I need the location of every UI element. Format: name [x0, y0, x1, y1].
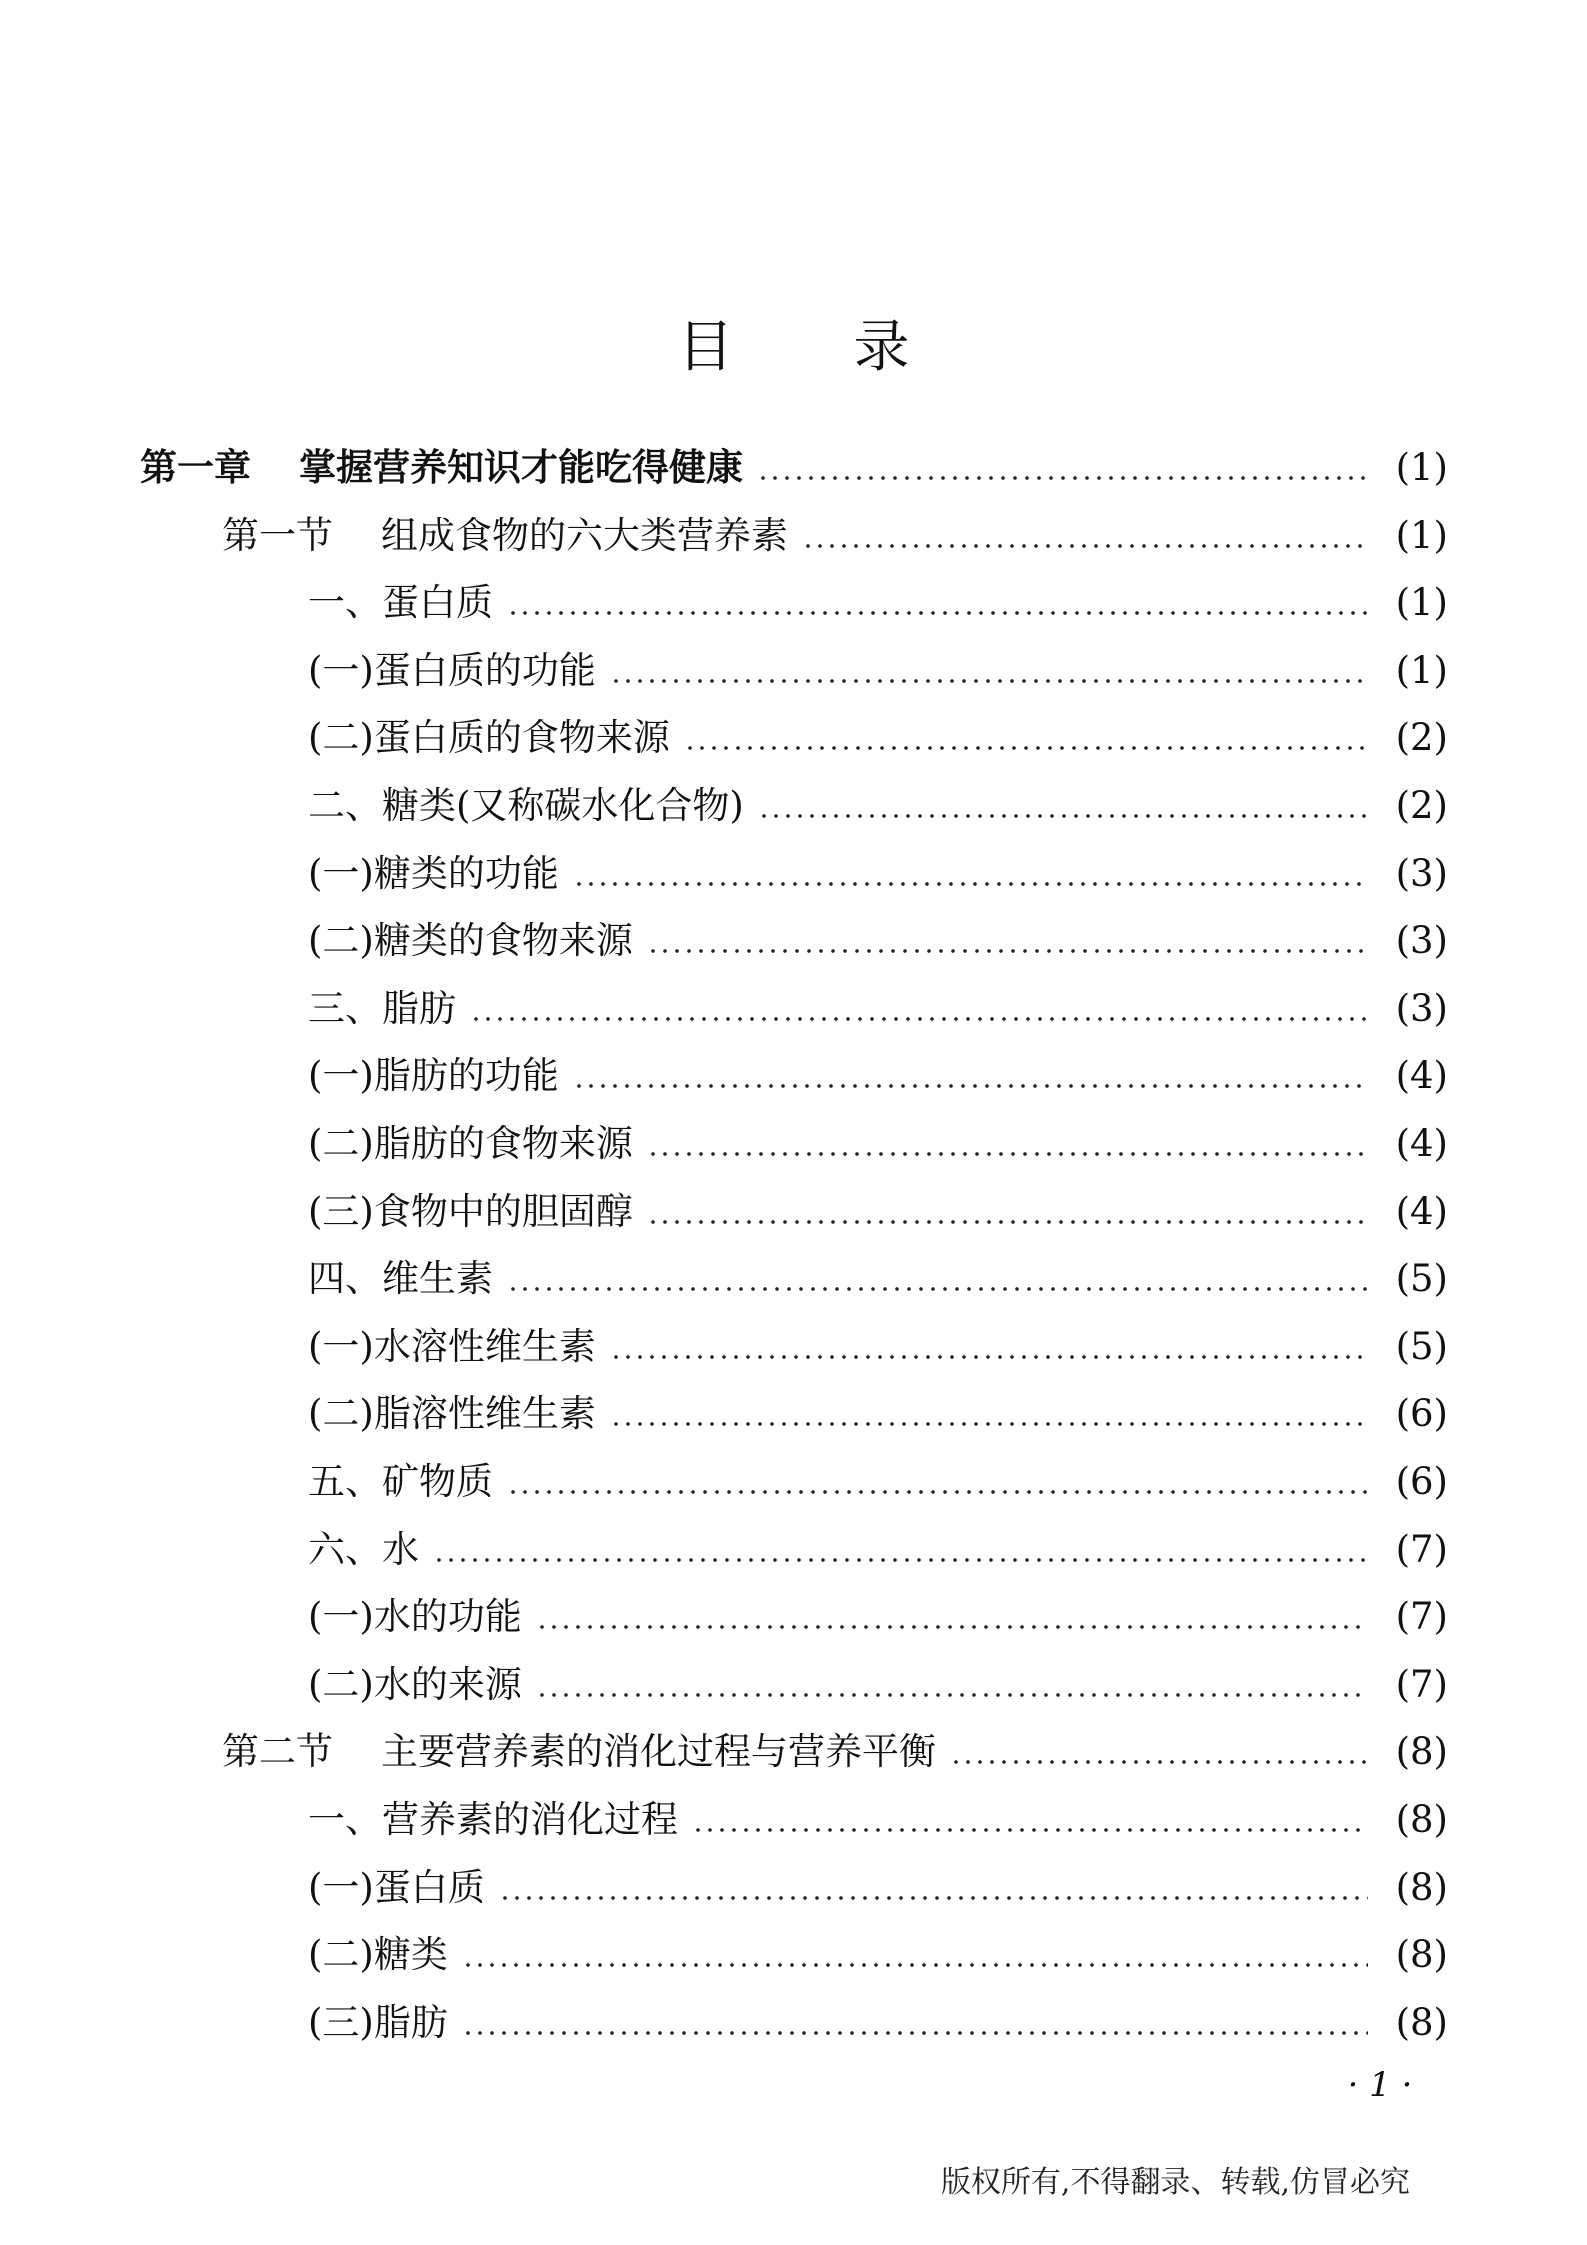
toc-entry[interactable]: [0, 1182, 1448, 1242]
toc-entry[interactable]: [0, 1790, 1448, 1850]
toc-entry-title: (一)水的功能: [308, 1595, 522, 1639]
toc-entry[interactable]: [0, 573, 1448, 633]
toc-dot-leader: [573, 1046, 1368, 1106]
toc-entry[interactable]: [0, 1858, 1448, 1918]
toc-dot-leader: [433, 1520, 1368, 1580]
toc-entry-title: (二)蛋白质的食物来源: [308, 716, 670, 760]
toc-entry-label: [308, 641, 596, 701]
toc-entry-label: [308, 1249, 493, 1309]
toc-entry-page: (3): [1395, 851, 1448, 895]
toc-entry-label: [308, 1046, 559, 1106]
toc-entry[interactable]: [0, 708, 1448, 768]
toc-entry-label: [308, 1925, 448, 1985]
title-part-1: 目: [677, 315, 734, 380]
toc-entry-page: (8): [1395, 2000, 1448, 2044]
toc-entry-title: (一)蛋白质: [308, 1865, 485, 1909]
toc-entry-page: (8): [1395, 1933, 1448, 1977]
toc-entry[interactable]: [0, 1993, 1448, 2053]
page-number: · 1 ·: [1347, 2065, 1413, 2105]
toc-entry-title: 一、营养素的消化过程: [308, 1798, 678, 1841]
toc-entry-page: (3): [1395, 919, 1448, 963]
toc-entry-label: [308, 1114, 633, 1174]
toc-entry-page: (5): [1395, 1257, 1448, 1301]
toc-dot-leader: [647, 1114, 1368, 1174]
toc-entry-title: 五、矿物质: [308, 1460, 493, 1503]
toc-entry-title: 组成食物的六大类营养素: [381, 513, 788, 557]
toc-entry-label: [308, 1384, 596, 1444]
toc-entry-page: (1): [1395, 513, 1448, 557]
toc-entry[interactable]: [0, 1722, 1448, 1782]
toc-entry-page: (6): [1395, 1392, 1448, 1436]
toc-entry-number: 第一章: [140, 446, 251, 489]
toc-dot-leader: [647, 1182, 1368, 1242]
toc-entry-title: 一、蛋白质: [308, 581, 493, 625]
toc-entry-title: 掌握营养知识才能吃得健康: [299, 446, 743, 489]
toc-entry[interactable]: [0, 1249, 1448, 1309]
toc-entry-page: (5): [1395, 1324, 1448, 1368]
toc-entry-title: (二)糖类: [308, 1933, 448, 1977]
toc-entry-label: [308, 1317, 596, 1377]
toc-dot-leader: [536, 1587, 1368, 1647]
toc-entry[interactable]: [0, 1520, 1448, 1580]
toc-entry-label: [308, 979, 456, 1039]
toc-entry-label: [308, 1587, 522, 1647]
toc-entry-label: [308, 776, 744, 836]
toc-entry-title: (一)糖类的功能: [308, 851, 559, 895]
toc-dot-leader: [470, 979, 1368, 1039]
toc-entry-title: (二)糖类的食物来源: [308, 919, 633, 963]
toc-dot-leader: [536, 1655, 1368, 1715]
toc-dot-leader: [610, 641, 1368, 701]
toc-entry-label: [308, 1858, 485, 1918]
toc-entry-page: (3): [1395, 986, 1448, 1030]
toc-entry-label: [308, 1452, 493, 1512]
toc-entry[interactable]: [0, 979, 1448, 1039]
toc-entry-page: (8): [1395, 1798, 1448, 1841]
toc-dot-leader: [757, 438, 1368, 498]
toc-entry-label: [308, 1520, 419, 1580]
toc-entry-label: [308, 1993, 448, 2053]
toc-entry-title: (二)水的来源: [308, 1662, 522, 1706]
toc-entry-title: (一)脂肪的功能: [308, 1054, 559, 1098]
toc-entry-title: (二)脂肪的食物来源: [308, 1122, 633, 1165]
toc-dot-leader: [950, 1722, 1368, 1782]
toc-entry[interactable]: [0, 844, 1448, 904]
toc-entry-label: [140, 438, 743, 498]
toc-entry-page: (1): [1395, 581, 1448, 625]
toc-entry-label: [308, 1182, 633, 1242]
toc-dot-leader: [507, 1249, 1368, 1309]
toc-dot-leader: [610, 1384, 1368, 1444]
toc-entry[interactable]: [0, 911, 1448, 971]
toc-dot-leader: [507, 1452, 1368, 1512]
toc-entry-label: [308, 708, 670, 768]
toc-dot-leader: [758, 776, 1368, 836]
toc-entry-label: [308, 1655, 522, 1715]
toc-entry[interactable]: [0, 506, 1448, 566]
toc-entry-page: (1): [1395, 446, 1448, 489]
toc-entry-title: 六、水: [308, 1527, 419, 1571]
toc-entry-title: (三)食物中的胆固醇: [308, 1189, 633, 1233]
toc-entry-label: [308, 844, 559, 904]
toc-entry-page: (7): [1395, 1527, 1448, 1571]
toc-dot-leader: [573, 844, 1368, 904]
toc-entry-label: [308, 911, 633, 971]
toc-entry[interactable]: [0, 1046, 1448, 1106]
toc-entry-page: (7): [1395, 1662, 1448, 1706]
copyright-notice: 版权所有,不得翻录、转载,仿冒必究: [940, 2165, 1410, 2200]
toc-entry-page: (6): [1395, 1460, 1448, 1503]
toc-entry-label: [222, 1722, 936, 1782]
toc-entry-number: 第一节: [222, 513, 333, 557]
toc-entry[interactable]: [0, 776, 1448, 836]
toc-entry-title: (一)蛋白质的功能: [308, 648, 596, 692]
toc-entry-number: 第二节: [222, 1730, 333, 1774]
toc-dot-leader: [462, 1925, 1368, 1985]
toc-entry-page: (8): [1395, 1730, 1448, 1774]
toc-entry[interactable]: [0, 1114, 1448, 1174]
toc-entry-title: (一)水溶性维生素: [308, 1324, 596, 1368]
toc-entry[interactable]: [0, 1452, 1448, 1512]
toc-dot-leader: [647, 911, 1368, 971]
toc-entry-page: (7): [1395, 1595, 1448, 1639]
toc-entry-page: (4): [1395, 1189, 1448, 1233]
toc-entry-label: [308, 1790, 678, 1850]
toc-entry-page: (2): [1395, 784, 1448, 827]
toc-entry[interactable]: [0, 438, 1448, 498]
toc-entry[interactable]: [0, 1317, 1448, 1377]
toc-entry-page: (1): [1395, 648, 1448, 692]
toc-entry-title: 主要营养素的消化过程与营养平衡: [381, 1730, 936, 1774]
toc-entry[interactable]: [0, 1384, 1448, 1444]
toc-entry-title: (三)脂肪: [308, 2000, 448, 2044]
toc-dot-leader: [692, 1790, 1368, 1850]
toc-entry[interactable]: [0, 1925, 1448, 1985]
toc-entry-page: (8): [1395, 1865, 1448, 1909]
toc-entry[interactable]: [0, 1655, 1448, 1715]
page-title: [0, 308, 1587, 388]
toc-entry-title: 四、维生素: [308, 1257, 493, 1301]
toc-entry-label: [222, 506, 788, 566]
toc-entry-label: [308, 573, 493, 633]
toc-entry-page: (4): [1395, 1122, 1448, 1165]
toc-entry-title: 二、糖类(又称碳水化合物): [308, 784, 744, 827]
toc-dot-leader: [684, 708, 1368, 768]
toc-entry-page: (4): [1395, 1054, 1448, 1098]
toc-entry[interactable]: [0, 641, 1448, 701]
toc-dot-leader: [802, 506, 1368, 566]
toc-dot-leader: [462, 1993, 1368, 2053]
toc-entry-title: (二)脂溶性维生素: [308, 1392, 596, 1436]
toc-entry-title: 三、脂肪: [308, 986, 456, 1030]
toc-entry[interactable]: [0, 1587, 1448, 1647]
toc-dot-leader: [610, 1317, 1368, 1377]
title-part-2: 录: [853, 315, 910, 380]
toc-dot-leader: [507, 573, 1368, 633]
toc-entry-page: (2): [1395, 716, 1448, 760]
toc-dot-leader: [499, 1858, 1368, 1918]
